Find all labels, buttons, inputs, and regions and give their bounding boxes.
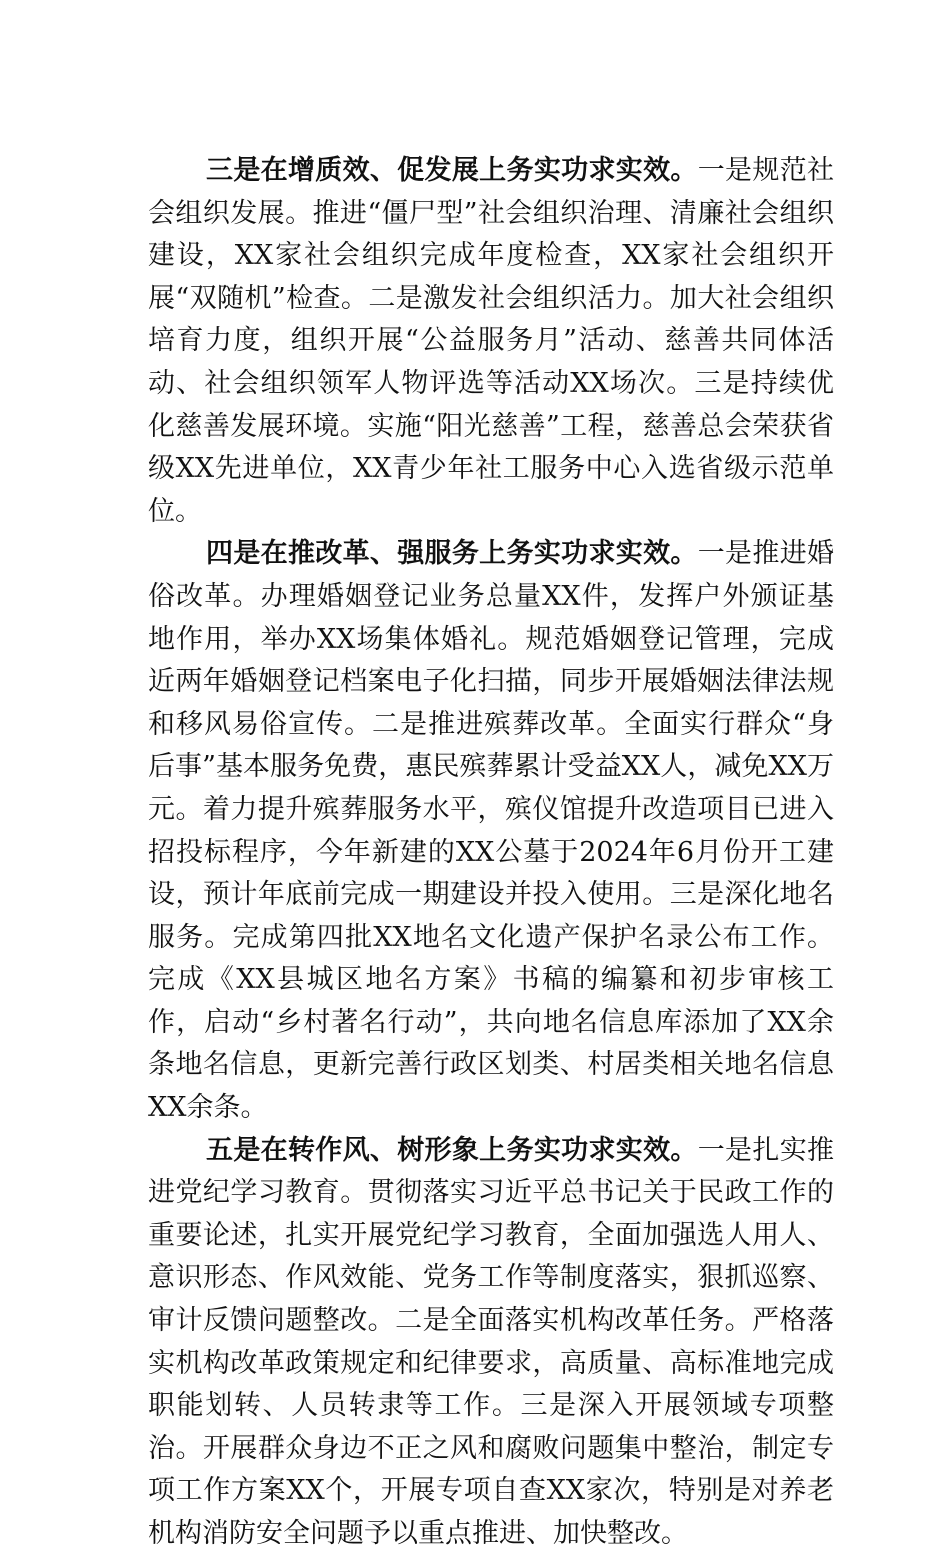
paragraph-3	[148, 150, 834, 533]
paragraph-4	[148, 533, 834, 1129]
document-body	[148, 150, 834, 1556]
paragraph-5-body: 一是扎实推进党纪学习教育。贯彻落实习近平总书记关于民政工作的重要论述，扎实开展党纪学习教育，全面加强选人用人、意识形态、作风效能、党务工作等制度落实，狠抓巡察、审计反馈问题整改。二是全面落实机构改革任务。严格落实机构改革政策规定和纪律要求，高质量、高标准地完成职能划转、人员转隶等工作。三是深入开展领域专项整治。开展群众身边不正之风和腐败问题集中整治，制定专项工作方案XX个，开展专项自查XX家次，特别是对养老机构消防安全问题予以重点推进、加快整改。	[148, 1134, 835, 1549]
paragraph-4-lead: 四是在推改革、强服务上务实功求实效。	[206, 538, 698, 570]
paragraph-3-body: 一是规范社会组织发展。推进“僵尸型”社会组织治理、清廉社会组织建设，XX家社会组织完成年度检查，XX家社会组织开展“双随机”检查。二是激发社会组织活力。加大社会组织培育力度，组织开展“公益服务月”活动、慈善共同体活动、社会组织领军人物评选等活动XX场次。三是持续优化慈善发展环境。实施“阳光慈善”工程，慈善总会荣获省级XX先进单位，XX青少年社工服务中心入选省级示范单位。	[148, 155, 835, 527]
paragraph-5	[148, 1130, 834, 1556]
paragraph-4-body: 一是推进婚俗改革。办理婚姻登记业务总量XX件，发挥户外颁证基地作用，举办XX场集体婚礼。规范婚姻登记管理，完成近两年婚姻登记档案电子化扫描，同步开展婚姻法律法规和移风易俗宣传。二是推进殡葬改革。全面实行群众“身后事”基本服务免费，惠民殡葬累计受益XX人，减免XX万元。着力提升殡葬服务水平，殡仪馆提升改造项目已进入招投标程序，今年新建的XX公墓于2024年6月份开工建设，预计年底前完成一期建设并投入使用。三是深化地名服务。完成第四批XX地名文化遗产保护名录公布工作。完成《XX县城区地名方案》书稿的编纂和初步审核工作，启动“乡村著名行动”，共向地名信息库添加了XX余条地名信息，更新完善行政区划类、村居类相关地名信息XX余条。	[148, 538, 835, 1124]
paragraph-5-lead: 五是在转作风、树形象上务实功求实效。	[206, 1134, 698, 1166]
paragraph-3-lead: 三是在增质效、促发展上务实功求实效。	[206, 155, 698, 186]
